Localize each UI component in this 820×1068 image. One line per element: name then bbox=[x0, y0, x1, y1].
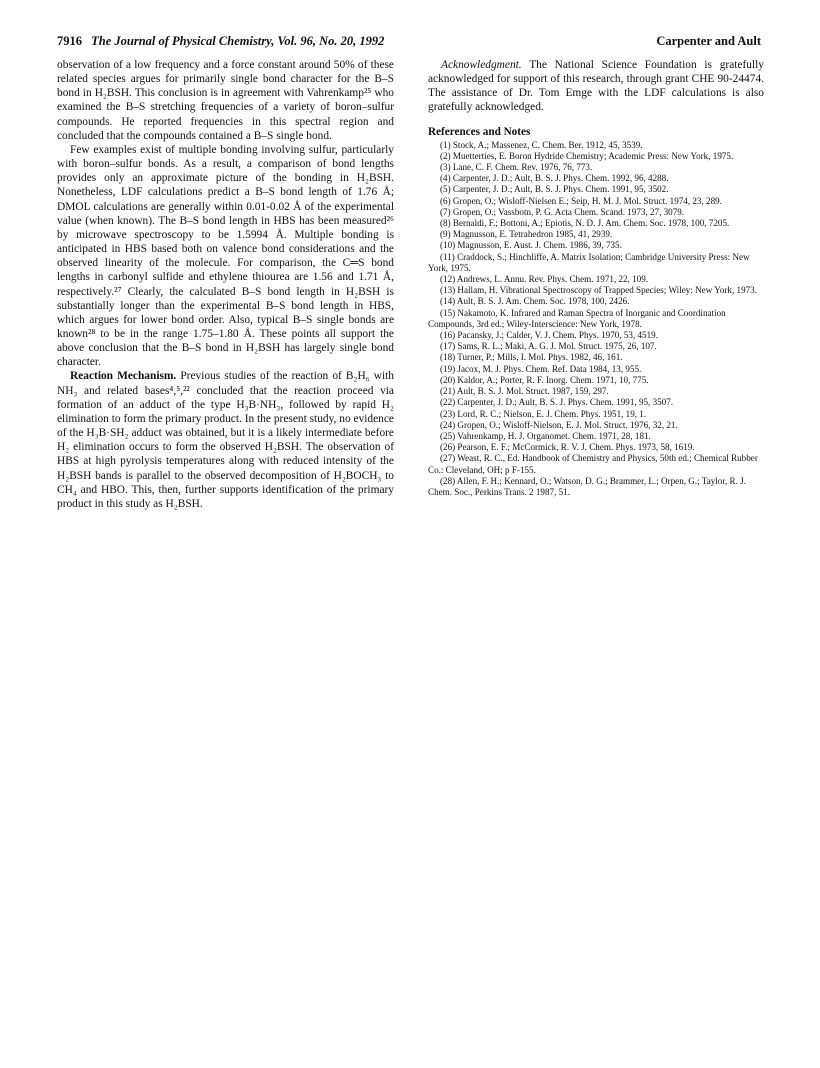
reference-item: (17) Sams, R. L.; Maki, A. G. J. Mol. Struct. 1975, 26, 107. bbox=[440, 341, 657, 352]
reaction-mechanism-heading: Reaction Mechanism. bbox=[70, 370, 177, 383]
reference-item: (3) Lane, C. F. Chem. Rev. 1976, 76, 773. bbox=[440, 162, 593, 173]
reaction-mechanism-text: Previous studies of the reaction of B₂H₆ with NH₃ and related bases⁴,⁵,²² concluded that the reaction proceed via formation of an adduct of the type H₃B·NH₃, followed by rapid H₂ elimination to form the primary product. In the present study, no evidence of the H₃B·SH₂ adduct was obtained, but it is a likely intermediate before H₂ elimination occurs to form the observed H₂BSH. The observation of HBS at high pyrolysis temperatures along with reduced intensity of the H₂BSH bands is parallel to the observed decomposition of H₂BOCH₃ to CH₄ and HBO. This, then, further supports identification of the primary product in this study as H₂BSH. bbox=[57, 370, 394, 510]
reference-item: (26) Pearson, E. F.; McCormick, R. V. J. Chem. Phys. 1973, 58, 1619. bbox=[440, 442, 695, 453]
reference-item: (20) Kaldor, A.; Porter, R. F. Inorg. Chem. 1971, 10, 775. bbox=[440, 374, 649, 385]
paragraph-bond-lengths: Few examples exist of multiple bonding involving sulfur, particularly with boron–sulfur bonds. As a result, a comparison of bond lengths provides only an approximate picture of the bonding in H₂BSH. Nonetheless, LDF calculations predict a B–S bond length of 1.76 Å; DMOL calculations are generally within 0.01-0.02 Å of the experimental value (when known). The B–S bond length in HBS has been measured²⁶ by microwave spectroscopy to be 1.5994 Å. Multiple bonding is anticipated in HBS based both on valence bond considerations and the observed linearity of the molecule. For comparison, the C═S bond lengths in carbonyl sulfide and ethylene thiourea are 1.56 and 1.71 Å, respectively.²⁷ Clearly, the calculated B–S bond length in H₂BSH is substantially longer than the experimental B–S bond length in HBS, which argues for lower bond order. Also, typical B–S single bonds are known²⁸ to be in the range 1.75–1.80 Å. These points all support the above conclusion that the B–S bond in H₂BSH has largely single bond character. bbox=[57, 143, 394, 369]
reference-item: (19) Jacox, M. J. Phys. Chem. Ref. Data 1984, 13, 955. bbox=[440, 363, 642, 374]
reference-item: (15) Nakamoto, K. Infrared and Raman Spectra of Inorganic and Coordination Compounds, 3rd ed.; Wiley-Interscience: New York, 1978. bbox=[428, 307, 726, 329]
paragraph-bond-character: observation of a low frequency and a force constant around 50% of these related species argues for primarily single bond character for the B–S bond in H₂BSH. This conclusion is in agreement with Vahrenkamp²⁵ who examined the B–S stretching frequencies of a variety of boron–sulfur compounds. He reported frequencies in this spectral region and concluded that the compounds contained a B–S single bond. bbox=[57, 59, 394, 142]
header-left bbox=[57, 34, 384, 49]
acknowledgment-label: Acknowledgment. bbox=[441, 59, 522, 71]
reference-item: (13) Hallam, H. Vibrational Spectroscopy of Trapped Species; Wiley: New York, 1973. bbox=[440, 285, 757, 296]
reference-item: (21) Ault, B. S. J. Mol. Struct. 1987, 159, 297. bbox=[440, 386, 609, 397]
right-column bbox=[428, 58, 764, 498]
reference-item: (4) Carpenter, J. D.; Ault, B. S. J. Phys. Chem. 1992, 96, 4288. bbox=[440, 173, 669, 184]
reference-item: (18) Turner, P.; Mills, I. Mol. Phys. 1982, 46, 161. bbox=[440, 352, 623, 363]
reference-item: (12) Andrews, L. Annu. Rev. Phys. Chem. 1971, 22, 109. bbox=[440, 274, 649, 285]
acknowledgment bbox=[428, 58, 764, 115]
reference-item: (5) Carpenter, J. D.; Ault, B. S. J. Phys. Chem. 1991, 95, 3502. bbox=[440, 184, 669, 195]
reference-item: (22) Carpenter, J. D.; Ault, B. S. J. Phys. Chem. 1991, 95, 3507. bbox=[440, 397, 674, 408]
reference-item: (11) Craddock, S.; Hinchliffe, A. Matrix Isolation; Cambridge University Press: New York, 1975. bbox=[428, 251, 750, 273]
reference-item: (24) Gropen, O.; Wisloff-Nielson, E. J. Mol. Struct. 1976, 32, 21. bbox=[440, 419, 678, 430]
acknowledgment-text: The National Science Foundation is gratefully acknowledged for support of this research, through grant CHE 90-24474. The assistance of Dr. Tom Emge with the LDF calculations is also gratefully acknowledged. bbox=[428, 59, 764, 114]
reference-item: (23) Lord, R. C.; Nielson, E. J. Chem. Phys. 1951, 19, 1. bbox=[440, 408, 647, 419]
reference-item: (28) Allen, F. H.; Kennard, O.; Watson, D. G.; Brammer, L.; Orpen, G.; Taylor, R. J. Chem. Soc., Perkins Trans. 2 1987, 51. bbox=[428, 475, 746, 497]
references-title: References and Notes bbox=[428, 125, 531, 138]
reference-item: (7) Gropen, O.; Vassbotn, P. G. Acta Chem. Scand. 1973, 27, 3079. bbox=[440, 206, 685, 217]
page-number: 7916 bbox=[57, 34, 82, 48]
reference-item: (16) Pacansky, J.; Calder, V. J. Chem. Phys. 1970, 53, 4519. bbox=[440, 330, 658, 341]
reference-item: (2) Muetterties, E. Boron Hydride Chemistry; Academic Press: New York, 1975. bbox=[440, 150, 734, 161]
volume-info: Vol. 96, No. 20, 1992 bbox=[277, 34, 385, 48]
paragraph-reaction-mechanism bbox=[57, 369, 394, 511]
references-list bbox=[428, 140, 764, 499]
header-authors: Carpenter and Ault bbox=[656, 34, 761, 48]
reference-item: (8) Bernaldi, F.; Bottoni, A.; Epiotis, N. D. J. Am. Chem. Soc. 1978, 100, 7205. bbox=[440, 218, 730, 229]
reference-item: (1) Stock, A.; Massenez, C. Chem. Ber. 1912, 45, 3539. bbox=[440, 139, 643, 150]
reference-item: (27) Weast, R. C., Ed. Handbook of Chemistry and Physics, 50th ed.; Chemical Rubber Co.: Cleveland, OH; p F-155. bbox=[428, 453, 758, 475]
reference-item: (6) Gropen, O.; Wisloff-Nielsen E.; Seip, H. M. J. Mol. Struct. 1974, 23, 289. bbox=[440, 195, 722, 206]
reference-item: (9) Magnusson, E. Tetrahedron 1985, 41, 2939. bbox=[440, 229, 613, 240]
reference-item: (10) Magnusson, E. Aust. J. Chem. 1986, 39, 735. bbox=[440, 240, 622, 251]
journal-name: The Journal of Physical Chemistry, bbox=[91, 34, 275, 48]
left-column bbox=[57, 58, 394, 511]
reference-item: (25) Vahrenkamp, H. J. Organomet. Chem. 1971, 28, 181. bbox=[440, 430, 651, 441]
reference-item: (14) Ault, B. S. J. Am. Chem. Soc. 1978, 100, 2426. bbox=[440, 296, 630, 307]
page-header bbox=[57, 34, 761, 52]
